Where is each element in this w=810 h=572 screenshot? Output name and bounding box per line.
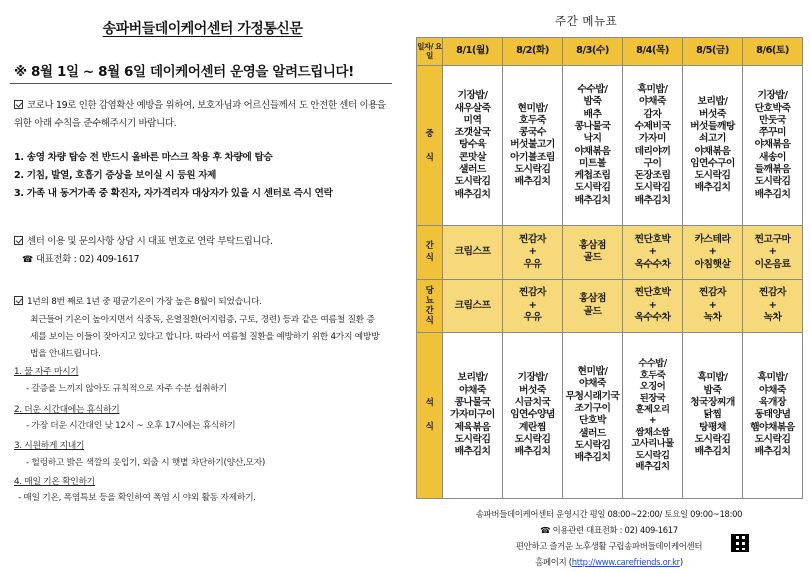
menu-cell: 찐감자 + 우유	[503, 279, 563, 332]
contact-note-text: 센터 이용 및 문의사항 상담 시 대표 번호로 연락 부탁드립니다.	[27, 236, 273, 247]
tip-detail: - 가장 더운 시간대인 낮 12시 ~ 오후 17시에는 휴식하기	[26, 421, 236, 431]
qr-code-icon	[731, 534, 749, 552]
phone-text: 대표전화 : 02) 409-1617	[35, 254, 140, 265]
tip-detail: - 매일 기온, 폭염특보 등을 확인하여 폭염 시 야외 활동 자제하기.	[18, 493, 256, 503]
menu-cell: 보리밥/ 버섯죽 버섯들깨탕 쇠고기 야채볶음 임연수구이 도시락김 배추김치	[683, 65, 743, 226]
row-label: 중 식	[417, 65, 443, 226]
menu-cell: 홍삼점 골드	[563, 279, 623, 332]
tip-detail: - 갈증을 느끼지 않아도 규칙적으로 자주 수분 섭취하기	[26, 384, 227, 394]
menu-cell: 크림스프	[443, 226, 503, 279]
row-label: 간 식	[417, 226, 443, 279]
footer-phone: ☎ 이용관련 대표전화 : 02) 409-1617	[540, 525, 678, 535]
day-header: 8/5(금)	[683, 38, 743, 66]
phone-icon: ☎	[540, 525, 553, 535]
phone-icon: ☎	[22, 255, 33, 265]
diabetic-snack-row	[417, 279, 803, 332]
row-label: 석 식	[417, 332, 443, 498]
rule-item: 2. 기침, 발열, 호흡기 증상을 보이실 시 등원 자제	[14, 170, 217, 181]
day-header: 8/4(목)	[623, 38, 683, 66]
menu-table	[416, 37, 803, 499]
menu-cell: 카스테라 + 아침햇살	[683, 226, 743, 279]
rule-item: 1. 송영 차량 탑승 전 반드시 올바른 마스크 착용 후 차량에 탑승	[14, 152, 273, 163]
slogan: 편안하고 즐거운 노후생활 구립송파버들데이케어센터	[515, 541, 703, 551]
phone-line	[22, 251, 402, 269]
operating-hours: 송파버들데이케어센터 운영시간 평일 08:00~22:00/ 토요일 09:00~18:00	[475, 509, 743, 519]
menu-cell: 수수밥/ 호두죽 오징어 된장국 훈제오리 + 쌈채소쌈 고사리나물 도시락김 배추김치	[623, 332, 683, 498]
newsletter-title: 송파버들데이케어센터 가정통신문	[102, 21, 303, 37]
menu-header-row	[417, 38, 803, 66]
checkbox-icon	[14, 100, 23, 109]
lunch-row	[417, 65, 803, 226]
menu-cell: 현미밥/ 야채죽 무청시래기국 조기구이 단호박 샐러드 도시락김 배추김치	[563, 332, 623, 498]
homepage-link[interactable]: http://www.carefriends.or.kr	[571, 557, 680, 567]
menu-cell: 기장밥/ 단호박죽 만둣국 쭈꾸미 야채볶음 새송이 들깨볶음 도시락김 배추김치	[743, 65, 803, 226]
divider	[10, 83, 392, 84]
day-header: 8/6(토)	[743, 38, 803, 66]
menu-cell: 기장밥/ 새우살죽 미역 조갯살국 탕수육 콘맛살 샐러드 도시락김 배추김치	[443, 65, 503, 226]
headline: ※ 8월 1일 ~ 8월 6일 데이케어센터 운영을 알려드립니다!	[14, 64, 354, 80]
rules-list	[14, 149, 394, 203]
menu-cell: 흑미밥/ 밤죽 청국장찌개 닭찜 탕평채 도시락김 배추김치	[683, 332, 743, 498]
checkbox-icon	[14, 296, 23, 305]
heat-intro-text: 1년의 8번 째로 1년 중 평균기온이 가장 높은 8월이 되었습니다.	[27, 297, 262, 307]
menu-cell: 보리밥/ 야채죽 콩나물국 가자미구이 제육볶음 도시락김 배추김치	[443, 332, 503, 498]
corner-cell: 일자/ 요일	[417, 38, 443, 66]
snack-row	[417, 226, 803, 279]
menu-cell: 찐단호박 + 옥수수차	[623, 226, 683, 279]
heat-intro	[14, 294, 394, 312]
dinner-row	[417, 332, 803, 498]
menu-cell: 크림스프	[443, 279, 503, 332]
menu-cell: 수수밥/ 밤죽 배추 콩나물국 낙지 야채볶음 미트볼 케첩조림 도시락김 배추김치	[563, 65, 623, 226]
menu-cell: 찐단호박 + 옥수수차	[623, 279, 683, 332]
heat-body: 최근들어 기온이 높아지면서 식중독, 온열질환(어지럼증, 구토, 경련) 등과 같은 여름철 질환 증세를 보이는 이들이 잦아지고 있다고 합니다. 따라서 여름철 질환을 예방하기 위한 4가지 예방방법을 안내드립니다.	[30, 315, 380, 359]
tip-title: 4. 매일 기온 확인하기	[14, 477, 95, 487]
day-header: 8/2(화)	[503, 38, 563, 66]
intro-paragraph	[14, 97, 394, 133]
menu-cell: 찐감자 + 녹차	[683, 279, 743, 332]
tip-title: 3. 시원하게 지내기	[14, 441, 85, 451]
checkbox-icon	[14, 236, 23, 245]
tip-detail: - 헐렁하고 밝은 색깔의 옷입기, 외출 시 햇볕 차단하기(양산,모자)	[26, 458, 266, 468]
homepage-line: 홈페이지 (http://www.carefriends.or.kr)	[535, 557, 683, 567]
menu-title: 주간 메뉴표	[555, 14, 618, 28]
row-label: 당 뇨 간 식	[417, 279, 443, 332]
rule-item: 3. 가족 내 동거가족 중 확진자, 자가격리자 대상자가 있을 시 센터로 즉시 연락	[14, 188, 333, 199]
menu-cell: 현미밥/ 호두죽 콩국수 버섯불고기 아기볼조림 도시락김 배추김치	[503, 65, 563, 226]
menu-cell: 홍삼점 골드	[563, 226, 623, 279]
menu-cell: 찐감자 + 우유	[503, 226, 563, 279]
day-header: 8/1(월)	[443, 38, 503, 66]
day-header: 8/3(수)	[563, 38, 623, 66]
menu-cell: 찐감자 + 녹차	[743, 279, 803, 332]
contact-note	[14, 233, 394, 251]
menu-cell: 흑미밥/ 야채죽 감자 수제비국 가자미 데리야끼 구이 돈장조림 도시락김 배추김치	[623, 65, 683, 226]
menu-cell: 흑미밥/ 야채죽 육개장 동태양념 햄야채볶음 도시락김 배추김치	[743, 332, 803, 498]
menu-cell: 기장밥/ 버섯죽 시금치국 임연수양념 계란찜 도시락김 배추김치	[503, 332, 563, 498]
menu-cell: 찐고구마 + 이온음료	[743, 226, 803, 279]
intro-text: 코로나 19로 인한 감염확산 예방을 위하여, 보호자님과 어르신들께서 도 안전한 센터 이용을 위한 아래 수칙을 준수해주시기 바랍니다.	[14, 100, 386, 129]
tip-title: 2. 더운 시간대에는 휴식하기	[14, 405, 120, 415]
tip-title: 1. 물 자주 마시기	[14, 367, 79, 377]
